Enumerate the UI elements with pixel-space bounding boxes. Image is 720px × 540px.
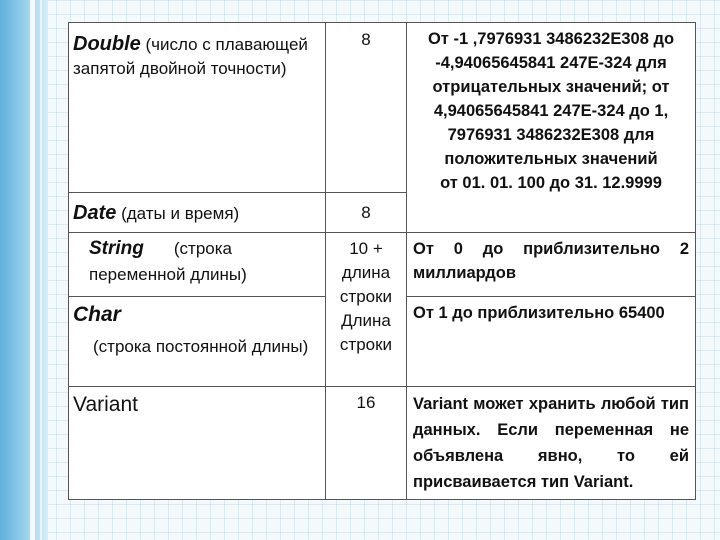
type-size: 8 — [361, 30, 371, 49]
type-size-cell — [326, 23, 407, 193]
type-size-cell — [326, 193, 407, 233]
type-name-cell — [69, 387, 326, 500]
table-row — [69, 233, 696, 297]
type-range: От 1 до приблизительно 65400 — [413, 304, 665, 322]
type-name: Variant — [73, 393, 138, 416]
type-name: Double — [73, 33, 141, 55]
type-range-cell — [407, 233, 696, 297]
type-size-cell — [326, 233, 407, 387]
type-description: (строка переменной длины) — [89, 239, 247, 284]
table-row — [69, 23, 696, 193]
type-description: (число с плавающей запятой двойной точности) — [73, 35, 308, 78]
decorative-stripe — [40, 0, 42, 540]
type-range-cell — [407, 297, 696, 387]
type-name: String — [89, 238, 144, 259]
type-size-cell — [326, 387, 407, 500]
type-size: 10 + длина строки — [339, 239, 393, 306]
decorative-stripe — [30, 0, 35, 540]
type-name-cell — [69, 23, 326, 193]
type-size: 16 — [356, 393, 376, 412]
type-name: Date — [73, 202, 117, 224]
type-name-cell — [69, 193, 326, 233]
type-description: (даты и время) — [116, 204, 240, 223]
type-name-cell — [69, 233, 326, 297]
type-name: Char — [73, 303, 121, 326]
type-description: (строка постоянной длины) — [93, 337, 309, 356]
type-size: 8 — [361, 202, 371, 222]
type-range: Variant может хранить любой тип данных. Если переменная не объявлена явно, то ей присваивается тип Variant. — [413, 395, 689, 491]
type-size: Длина строки — [339, 311, 393, 354]
type-range: от 01. 01. 100 до 31. 12.9999 — [440, 174, 662, 192]
type-range-cell — [407, 387, 696, 500]
type-range-cell — [407, 23, 696, 233]
table-row — [69, 387, 696, 500]
type-name-cell — [69, 297, 326, 387]
type-range: От -1 ,7976931 3486232E308 до -4,94065645841 247E-324 для отрицательных значений; от 4,94065645841 247E-324 до 1, 7976931 3486232E308 для положительных значений — [427, 30, 675, 168]
data-types-table — [68, 22, 696, 500]
type-range: От 0 до приблизительно 2 миллиардов — [413, 240, 689, 282]
